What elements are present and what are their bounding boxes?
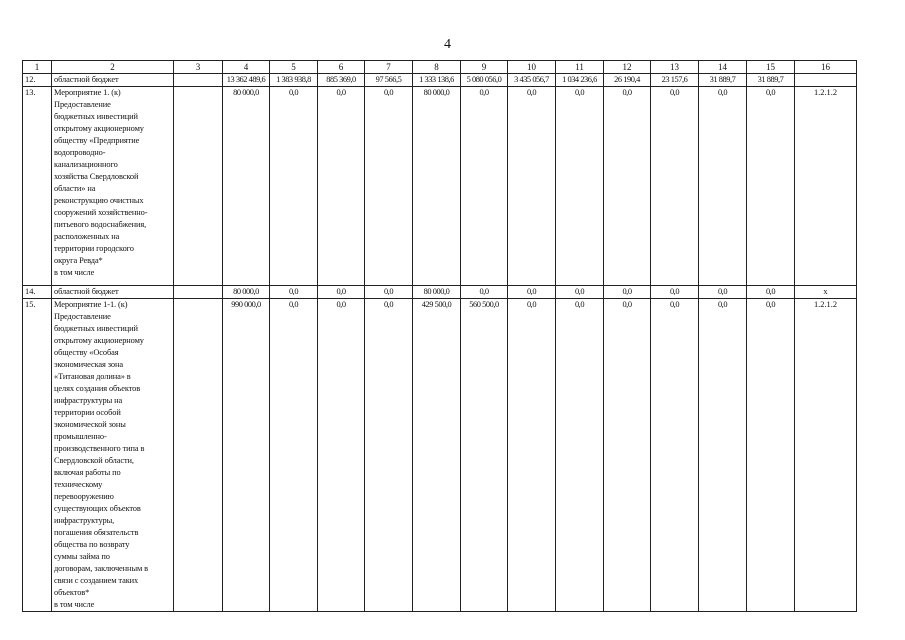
value-cell: 0,0 — [556, 286, 604, 299]
reference-cell — [795, 74, 857, 87]
value-cell: 0,0 — [604, 299, 651, 612]
description-line: объектов* — [54, 588, 90, 597]
reference-cell: 1.2.1.2 — [795, 299, 857, 612]
description-line: территории городского — [54, 244, 134, 253]
value-cell: 0,0 — [556, 87, 604, 286]
description-line: хозяйства Свердловской — [54, 172, 139, 181]
description-line: Свердловской области, — [54, 456, 134, 465]
column-header: 10 — [508, 61, 556, 74]
row-description — [52, 87, 174, 286]
description-line: областной бюджет — [54, 287, 119, 296]
row-description — [52, 299, 174, 612]
value-cell: 0,0 — [318, 286, 365, 299]
column-header: 14 — [699, 61, 747, 74]
column-header: 12 — [604, 61, 651, 74]
description-line: округа Ревда* — [54, 256, 103, 265]
description-line: обществу «Предприятие — [54, 136, 140, 145]
column-header: 11 — [556, 61, 604, 74]
value-cell: 97 566,5 — [365, 74, 413, 87]
value-cell: 0,0 — [604, 286, 651, 299]
description-line: договорам, заключенным в — [54, 564, 149, 573]
description-line: Мероприятие 1-1. (к) — [54, 300, 128, 309]
value-cell: 0,0 — [365, 299, 413, 612]
description-line: Предоставление — [54, 312, 111, 321]
value-cell: 0,0 — [604, 87, 651, 286]
value-cell: 0,0 — [461, 286, 508, 299]
value-cell: 0,0 — [556, 299, 604, 612]
value-cell: 990 000,0 — [223, 299, 270, 612]
description-line: перевооружению — [54, 492, 114, 501]
value-cell: 0,0 — [461, 87, 508, 286]
value-cell: 560 500,0 — [461, 299, 508, 612]
value-cell: 0,0 — [270, 299, 318, 612]
row-number: 13. — [23, 87, 52, 286]
value-cell: 0,0 — [365, 286, 413, 299]
column-header: 9 — [461, 61, 508, 74]
description-line: открытому акционерному — [54, 336, 144, 345]
description-line: бюджетных инвестиций — [54, 324, 138, 333]
column-3-cell — [174, 299, 223, 612]
description-line: техническому — [54, 480, 103, 489]
description-line: обществу «Особая — [54, 348, 119, 357]
reference-cell: 1.2.1.2 — [795, 87, 857, 286]
column-header: 7 — [365, 61, 413, 74]
description-line: области» на — [54, 184, 96, 193]
table-row — [23, 286, 857, 299]
value-cell: 23 157,6 — [651, 74, 699, 87]
description-line: «Титановая долина» в — [54, 372, 131, 381]
value-cell: 0,0 — [747, 299, 795, 612]
value-cell: 0,0 — [508, 299, 556, 612]
value-cell: 0,0 — [747, 87, 795, 286]
description-line: Предоставление — [54, 100, 111, 109]
description-line: Мероприятие 1. (к) — [54, 88, 121, 97]
column-header: 5 — [270, 61, 318, 74]
value-cell: 1 034 236,6 — [556, 74, 604, 87]
column-header: 15 — [747, 61, 795, 74]
description-line: промышленно- — [54, 432, 107, 441]
description-line: реконструкцию очистных — [54, 196, 144, 205]
value-cell: 3 435 056,7 — [508, 74, 556, 87]
page-number: 4 — [444, 37, 451, 52]
value-cell: 80 000,0 — [223, 87, 270, 286]
column-header: 16 — [795, 61, 857, 74]
row-number: 15. — [23, 299, 52, 612]
value-cell: 80 000,0 — [413, 87, 461, 286]
description-line: существующих объектов — [54, 504, 141, 513]
description-line: водопроводно- — [54, 148, 106, 157]
value-cell: 0,0 — [699, 286, 747, 299]
value-cell: 0,0 — [651, 286, 699, 299]
description-line: связи с созданием таких — [54, 576, 139, 585]
description-line: инфраструктуры на — [54, 396, 123, 405]
description-line: включая работы по — [54, 468, 121, 477]
value-cell: 80 000,0 — [223, 286, 270, 299]
table-row — [23, 74, 857, 87]
value-cell: 5 080 056,0 — [461, 74, 508, 87]
description-line: производственного типа в — [54, 444, 145, 453]
description-line: в том числе — [54, 600, 95, 609]
description-line: бюджетных инвестиций — [54, 112, 138, 121]
value-cell: 885 369,0 — [318, 74, 365, 87]
value-cell: 1 383 938,8 — [270, 74, 318, 87]
description-line: территории особой — [54, 408, 121, 417]
reference-cell: х — [795, 286, 857, 299]
column-header: 4 — [223, 61, 270, 74]
value-cell: 0,0 — [747, 286, 795, 299]
value-cell: 13 362 489,6 — [223, 74, 270, 87]
row-description — [52, 286, 174, 299]
value-cell: 1 333 138,6 — [413, 74, 461, 87]
value-cell: 0,0 — [318, 299, 365, 612]
description-line: погашения обязательств — [54, 528, 139, 537]
value-cell: 0,0 — [699, 87, 747, 286]
value-cell: 0,0 — [651, 299, 699, 612]
description-line: суммы займа по — [54, 552, 110, 561]
value-cell: 26 190,4 — [604, 74, 651, 87]
description-line: экономическая зона — [54, 360, 124, 369]
description-line: канализационного — [54, 160, 118, 169]
header-row — [23, 61, 857, 74]
budget-table — [22, 60, 857, 612]
column-header: 13 — [651, 61, 699, 74]
column-header: 2 — [52, 61, 174, 74]
description-line: инфраструктуры, — [54, 516, 115, 525]
column-3-cell — [174, 286, 223, 299]
description-line: экономической зоны — [54, 420, 126, 429]
value-cell: 80 000,0 — [413, 286, 461, 299]
value-cell: 0,0 — [365, 87, 413, 286]
column-header: 1 — [23, 61, 52, 74]
value-cell: 31 889,7 — [699, 74, 747, 87]
value-cell: 0,0 — [651, 87, 699, 286]
value-cell: 31 889,7 — [747, 74, 795, 87]
description-line: питьевого водоснабжения, — [54, 220, 147, 229]
value-cell: 429 500,0 — [413, 299, 461, 612]
column-header: 8 — [413, 61, 461, 74]
column-3-cell — [174, 87, 223, 286]
value-cell: 0,0 — [318, 87, 365, 286]
description-line: расположенных на — [54, 232, 120, 241]
description-line: в том числе — [54, 268, 95, 277]
row-description — [52, 74, 174, 87]
row-number: 12. — [23, 74, 52, 87]
column-header: 3 — [174, 61, 223, 74]
row-number: 14. — [23, 286, 52, 299]
table-row — [23, 87, 857, 286]
value-cell: 0,0 — [699, 299, 747, 612]
description-line: общества по возврату — [54, 540, 130, 549]
description-line: целях создания объектов — [54, 384, 141, 393]
value-cell: 0,0 — [270, 87, 318, 286]
description-line: открытому акционерному — [54, 124, 144, 133]
value-cell: 0,0 — [508, 87, 556, 286]
column-header: 6 — [318, 61, 365, 74]
table-row — [23, 299, 857, 612]
description-line: сооружений хозяйственно- — [54, 208, 148, 217]
column-3-cell — [174, 74, 223, 87]
description-line: областной бюджет — [54, 75, 119, 84]
value-cell: 0,0 — [508, 286, 556, 299]
value-cell: 0,0 — [270, 286, 318, 299]
